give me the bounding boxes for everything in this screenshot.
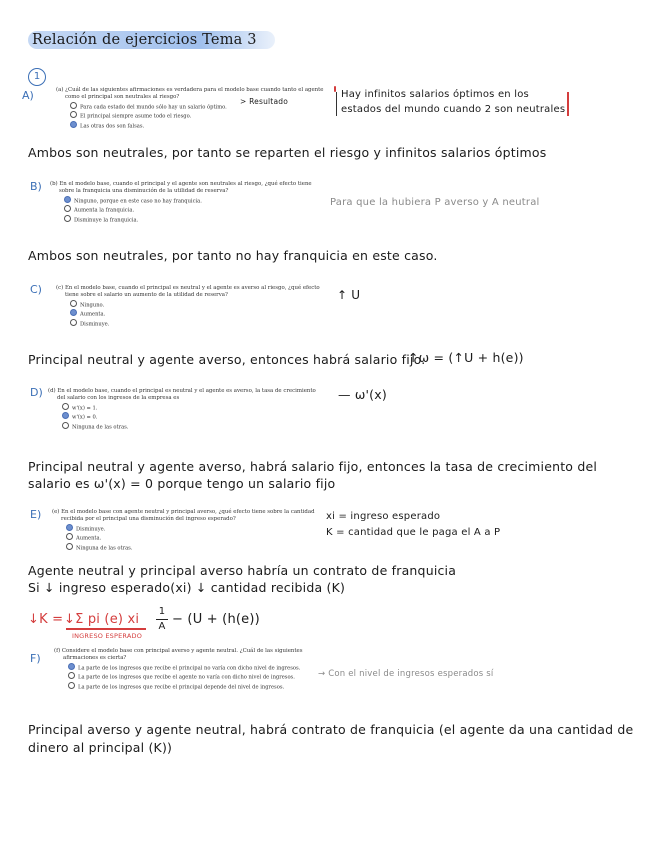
frac-den: A bbox=[158, 621, 166, 632]
formula-e-k: ↓K = bbox=[28, 612, 64, 627]
option-e-1[interactable]: Disminuye. bbox=[66, 524, 315, 534]
option-a-3[interactable]: Las otras dos son falsas. bbox=[70, 121, 324, 131]
option-a-1[interactable]: Para cada estado del mundo sólo hay un salario óptimo. bbox=[70, 102, 324, 112]
option-d-2[interactable]: w'(x) = 0. bbox=[62, 412, 316, 422]
question-a-text-2: como el principal son neutrales al riesgo? bbox=[65, 94, 180, 101]
question-letter-e: E) bbox=[30, 508, 42, 521]
question-b-text-1: (b) En el modelo base, cuando el principal y el agente son neutrales al riesgo, ¿qué efecto tiene bbox=[50, 181, 312, 187]
side-note-a-1: Hay infinitos salarios óptimos en los bbox=[341, 89, 529, 100]
option-b-1[interactable]: Ninguno, porque en este caso no hay franquicia. bbox=[64, 196, 312, 206]
option-c-1[interactable]: Ninguno. bbox=[70, 300, 320, 310]
radio-selected-icon bbox=[68, 663, 75, 670]
question-letter-c: C) bbox=[30, 283, 42, 296]
radio-icon bbox=[70, 300, 77, 307]
answer-e-2: Si ↓ ingreso esperado(xi) ↓ cantidad recibida (K) bbox=[28, 580, 346, 595]
exercise-number: 1 bbox=[28, 68, 46, 86]
option-f-3[interactable]: La parte de los ingresos que recibe el principal depende del nivel de ingresos. bbox=[68, 682, 303, 692]
question-c-text-1: (c) En el modelo base, cuando el principal es neutral y el agente es averso al riesgo, ¿qué efecto bbox=[56, 285, 320, 291]
option-c-3[interactable]: Disminuye. bbox=[70, 319, 320, 329]
question-d-text-1: (d) En el modelo base, cuando el principal es neutral y el agente es averso, la tasa de crecimiento bbox=[48, 388, 316, 394]
answer-d-2: salario es ω'(x) = 0 porque tengo un salario fijo bbox=[28, 476, 336, 491]
underline-note: INGRESO ESPERADO bbox=[72, 632, 143, 640]
radio-icon bbox=[66, 533, 73, 540]
side-note-c: ↑ U bbox=[337, 288, 361, 302]
question-f-text-2: afirmaciones es cierta? bbox=[63, 655, 127, 662]
question-c-text-2: tiene sobre el salario un aumento de la utilidad de reserva? bbox=[65, 292, 228, 299]
frac-bar bbox=[156, 619, 168, 620]
question-letter-a: A) bbox=[22, 89, 34, 102]
question-f bbox=[54, 648, 303, 691]
radio-icon bbox=[68, 672, 75, 679]
question-b-text-2: sobre la franquicia una disminución de la utilidad de reserva? bbox=[59, 188, 229, 195]
question-d bbox=[48, 388, 316, 431]
note-resultado: > Resultado bbox=[240, 97, 288, 106]
bracket-left bbox=[336, 92, 337, 116]
formula-underline bbox=[66, 628, 146, 630]
side-note-a-2: estados del mundo cuando 2 son neutrales bbox=[341, 104, 566, 115]
question-a-text-1: (a) ¿Cuál de las siguientes afirmaciones es verdadera para el modelo base cuando tanto el agente bbox=[56, 87, 324, 93]
question-letter-f: F) bbox=[30, 652, 41, 665]
question-c bbox=[56, 285, 320, 328]
radio-icon bbox=[62, 422, 69, 429]
option-b-2[interactable]: Aumenta la franquicia. bbox=[64, 205, 312, 215]
option-d-1[interactable]: w'(x) = 1. bbox=[62, 403, 316, 413]
radio-selected-icon bbox=[64, 196, 71, 203]
question-f-text-1: (f) Considere el modelo base con principal averso y agente neutral. ¿Cuál de las siguientes bbox=[54, 648, 303, 654]
option-a-2[interactable]: El principal siempre asume todo el riesgo. bbox=[70, 111, 324, 121]
option-c-2[interactable]: Aumenta. bbox=[70, 309, 320, 319]
answer-e-1: Agente neutral y principal averso habría un contrato de franquicia bbox=[28, 563, 457, 578]
question-d-text-2: del salario con los ingresos de la empresa es bbox=[57, 395, 180, 402]
radio-icon bbox=[70, 319, 77, 326]
option-f-2[interactable]: La parte de los ingresos que recibe el agente no varía con dicho nivel de ingresos. bbox=[68, 672, 303, 682]
radio-selected-icon bbox=[62, 412, 69, 419]
side-note-e-1: xi = ingreso esperado bbox=[326, 511, 441, 522]
side-note-d: — ω'(x) bbox=[338, 387, 387, 402]
answer-f-1: Principal averso y agente neutral, habrá contrato de franquicia (el agente da una cantidad de bbox=[28, 722, 634, 737]
question-letter-d: D) bbox=[30, 386, 43, 399]
radio-icon bbox=[66, 543, 73, 550]
radio-selected-icon bbox=[66, 524, 73, 531]
radio-selected-icon bbox=[70, 121, 77, 128]
option-f-1[interactable]: La parte de los ingresos que recibe el principal no varía con dicho nivel de ingresos. bbox=[68, 663, 303, 673]
radio-icon bbox=[62, 403, 69, 410]
formula-e-rest: − (U + (h(e)) bbox=[172, 612, 260, 627]
question-b bbox=[50, 181, 312, 224]
answer-d-1: Principal neutral y agente averso, habrá salario fijo, entonces la tasa de crecimiento del bbox=[28, 459, 598, 474]
formula-e-sum-text: ↓Σ pi (e) xi bbox=[64, 612, 140, 627]
question-e-text-2: recibida por el principal una disminución del ingreso esperado? bbox=[61, 516, 236, 523]
bracket-right bbox=[567, 92, 569, 116]
radio-icon bbox=[70, 111, 77, 118]
question-e-text-1: (e) En el modelo base con agente neutral y principal averso, ¿qué efecto tiene sobre la cantidad bbox=[52, 509, 315, 515]
side-note-e-2: K = cantidad que le paga el A a P bbox=[326, 527, 501, 538]
side-note-b: Para que la hubiera P averso y A neutral bbox=[330, 197, 540, 208]
formula-c: ↑ω = (↑U + h(e)) bbox=[408, 350, 524, 365]
option-d-3[interactable]: Ninguna de las otras. bbox=[62, 422, 316, 432]
radio-icon bbox=[64, 215, 71, 222]
radio-icon bbox=[70, 102, 77, 109]
frac-num: 1 bbox=[158, 606, 166, 617]
side-note-f: → Con el nivel de ingresos esperados sí bbox=[318, 669, 494, 679]
answer-c: Principal neutral y agente averso, entonces habrá salario fijo. bbox=[28, 352, 426, 367]
answer-a: Ambos son neutrales, por tanto se reparten el riesgo y infinitos salarios óptimos bbox=[28, 145, 547, 160]
option-b-3[interactable]: Disminuye la franquicia. bbox=[64, 215, 312, 225]
answer-b: Ambos son neutrales, por tanto no hay franquicia en este caso. bbox=[28, 248, 438, 263]
option-e-2[interactable]: Aumenta. bbox=[66, 533, 315, 543]
page-title: Relación de ejercicios Tema 3 bbox=[28, 32, 275, 48]
radio-icon bbox=[64, 205, 71, 212]
question-a bbox=[56, 87, 324, 130]
radio-icon bbox=[68, 682, 75, 689]
question-e bbox=[52, 509, 315, 552]
answer-f-2: dinero al principal (K)) bbox=[28, 740, 173, 755]
option-e-3[interactable]: Ninguna de las otras. bbox=[66, 543, 315, 553]
question-letter-b: B) bbox=[30, 180, 42, 193]
formula-e-sum bbox=[64, 612, 139, 627]
radio-selected-icon bbox=[70, 309, 77, 316]
